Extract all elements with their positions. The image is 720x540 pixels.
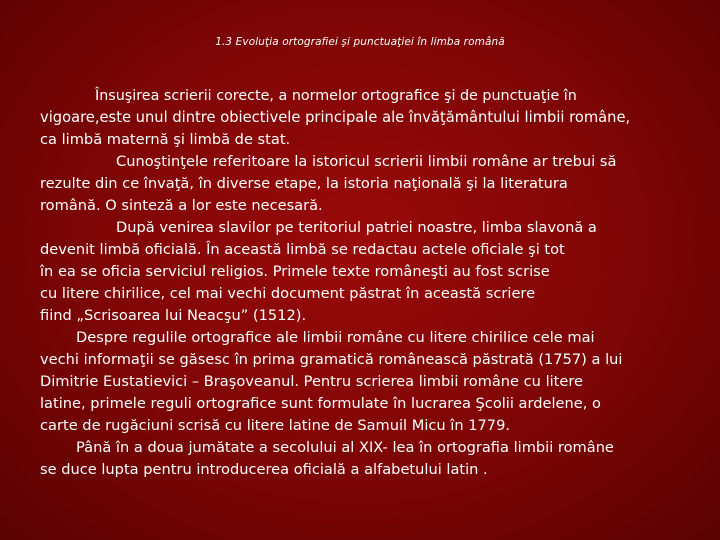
text-line: în ea se oficia serviciul religios. Primele texte româneşti au fost scrise: [40, 263, 550, 280]
text-line: latine, primele reguli ortografice sunt formulate în lucrarea Şcolii ardelene, o: [40, 395, 601, 412]
text-line: fiind „Scrisoarea lui Neacşu” (1512).: [40, 307, 307, 324]
text-line: cu litere chirilice, cel mai vechi document păstrat în această scriere: [40, 285, 536, 302]
text-line: Până în a doua jumătate a secolului al XIX- lea în ortografia limbii române: [76, 439, 614, 456]
text-line: Dimitrie Eustatievici – Braşoveanul. Pentru scrierea limbii române cu litere: [40, 373, 584, 390]
text-line: Însuşirea scrierii corecte, a normelor ortografice şi de punctuaţie în: [95, 88, 577, 104]
text-line: ca limbă maternă şi limbă de stat.: [40, 131, 291, 148]
text-line: devenit limbă oficială. În această limbă se redactau actele oficiale şi tot: [40, 241, 565, 258]
text-line: se duce lupta pentru introducerea oficială a alfabetului latin .: [40, 461, 488, 478]
text-line: vechi informaţii se găsesc în prima gramatică românească păstrată (1757) a lui: [40, 351, 623, 368]
text-line: Cunoştinţele referitoare la istoricul scrierii limbii române ar trebui să: [116, 153, 617, 170]
text-line: rezulte din ce învaţă, în diverse etape, la istoria naţională şi la literatura: [40, 175, 568, 192]
text-line: După venirea slavilor pe teritoriul patriei noastre, limba slavonă a: [116, 219, 597, 236]
text-line: vigoare,este unul dintre obiectivele principale ale învăţământului limbii române,: [40, 109, 631, 126]
text-line: carte de rugăciuni scrisă cu litere latine de Samuil Micu în 1779.: [40, 417, 511, 434]
slide-title: 1.3 Evoluţia ortografiei şi punctuaţiei în limba română: [215, 36, 505, 48]
text-line: română. O sinteză a lor este necesară.: [40, 197, 323, 214]
text-line: Despre regulile ortografice ale limbii române cu litere chirilice cele mai: [76, 329, 595, 346]
